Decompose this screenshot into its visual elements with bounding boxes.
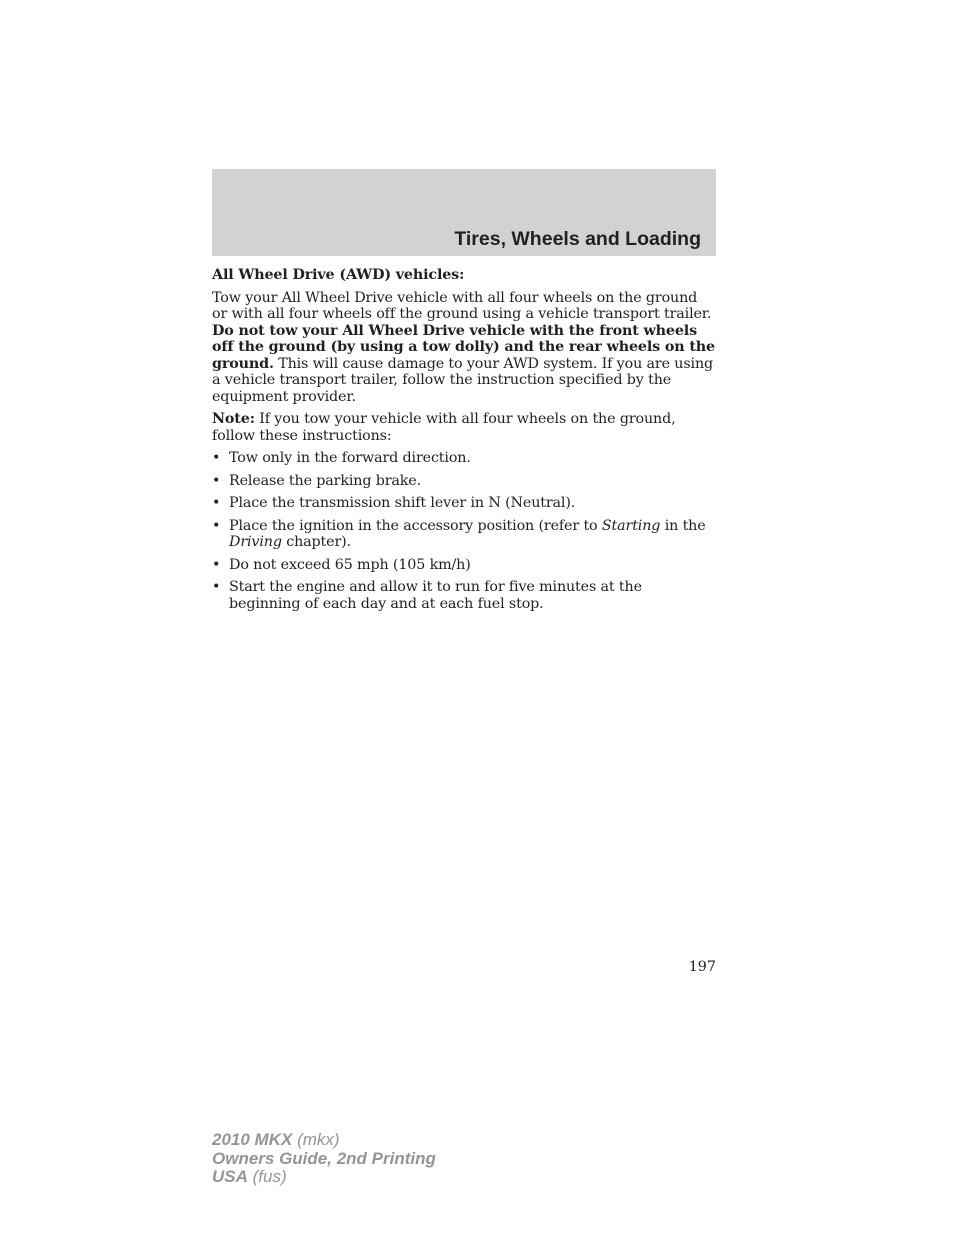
- list-item-text: Place the ignition in the accessory position (refer to: [229, 517, 598, 534]
- list-item: [212, 557, 716, 574]
- towing-instructions-list: [212, 450, 716, 612]
- bullet-icon: •: [212, 495, 221, 511]
- list-item: [212, 579, 716, 612]
- note-label: Note:: [212, 411, 255, 427]
- list-item: [212, 450, 716, 467]
- bullet-icon: •: [212, 556, 221, 573]
- towing-text-intro: Tow your All Wheel Drive vehicle with all four wheels on the ground or with all four wheels off the ground using a vehicle transport trailer.: [212, 289, 712, 322]
- footer-market-code: (fus): [252, 1167, 287, 1187]
- chapter-reference-starting: Starting: [601, 517, 661, 534]
- bullet-icon: •: [212, 517, 221, 534]
- bullet-icon: •: [212, 472, 221, 489]
- section-title: Tires, Wheels and Loading: [454, 228, 701, 250]
- bullet-icon: •: [212, 579, 221, 595]
- list-item-text: Do not exceed 65 mph (105 km/h): [229, 556, 471, 573]
- footer-market-line: [212, 1168, 436, 1187]
- list-item-text: Release the parking brake.: [229, 472, 422, 489]
- footer-edition-line: [212, 1150, 436, 1169]
- footer-market: USA: [212, 1167, 248, 1187]
- list-item-text: Start the engine and allow it to run for five minutes at the beginning of each day and at each fuel stop.: [229, 579, 642, 612]
- note-text: If you tow your vehicle with all four wheels on the ground, follow these instructions:: [212, 411, 676, 444]
- list-item-text: Place the transmission shift lever in N (Neutral).: [229, 495, 576, 511]
- list-item: [212, 473, 716, 490]
- document-footer: [212, 1131, 436, 1187]
- bullet-icon: •: [212, 450, 221, 466]
- section-header-band: [212, 169, 716, 256]
- note-paragraph: [212, 411, 716, 444]
- towing-paragraph: [212, 290, 716, 406]
- footer-model-line: [212, 1131, 436, 1150]
- chapter-reference-driving: Driving: [229, 534, 282, 550]
- list-item-text: in the: [664, 517, 706, 534]
- list-item: [212, 495, 716, 512]
- list-item-text: chapter).: [286, 534, 351, 550]
- towing-warning-bold: Do not tow your All Wheel Drive vehicle with the front wheels off the ground (by using a tow dolly) and the rear wheels on the ground.: [212, 322, 715, 372]
- footer-edition: Owners Guide, 2nd Printing: [212, 1148, 436, 1168]
- subsection-heading: All Wheel Drive (AWD) vehicles:: [212, 267, 465, 283]
- list-item: [212, 518, 716, 551]
- page-content: [212, 267, 716, 618]
- towing-text-consequence: This will cause damage to your AWD system. If you are using a vehicle transport trailer, follow the instruction specified by the equipment provider.: [212, 355, 714, 405]
- footer-model-code: (mkx): [297, 1130, 340, 1149]
- footer-model: 2010 MKX: [212, 1130, 293, 1149]
- page-number: 197: [688, 959, 716, 975]
- list-item-text: Tow only in the forward direction.: [229, 450, 471, 466]
